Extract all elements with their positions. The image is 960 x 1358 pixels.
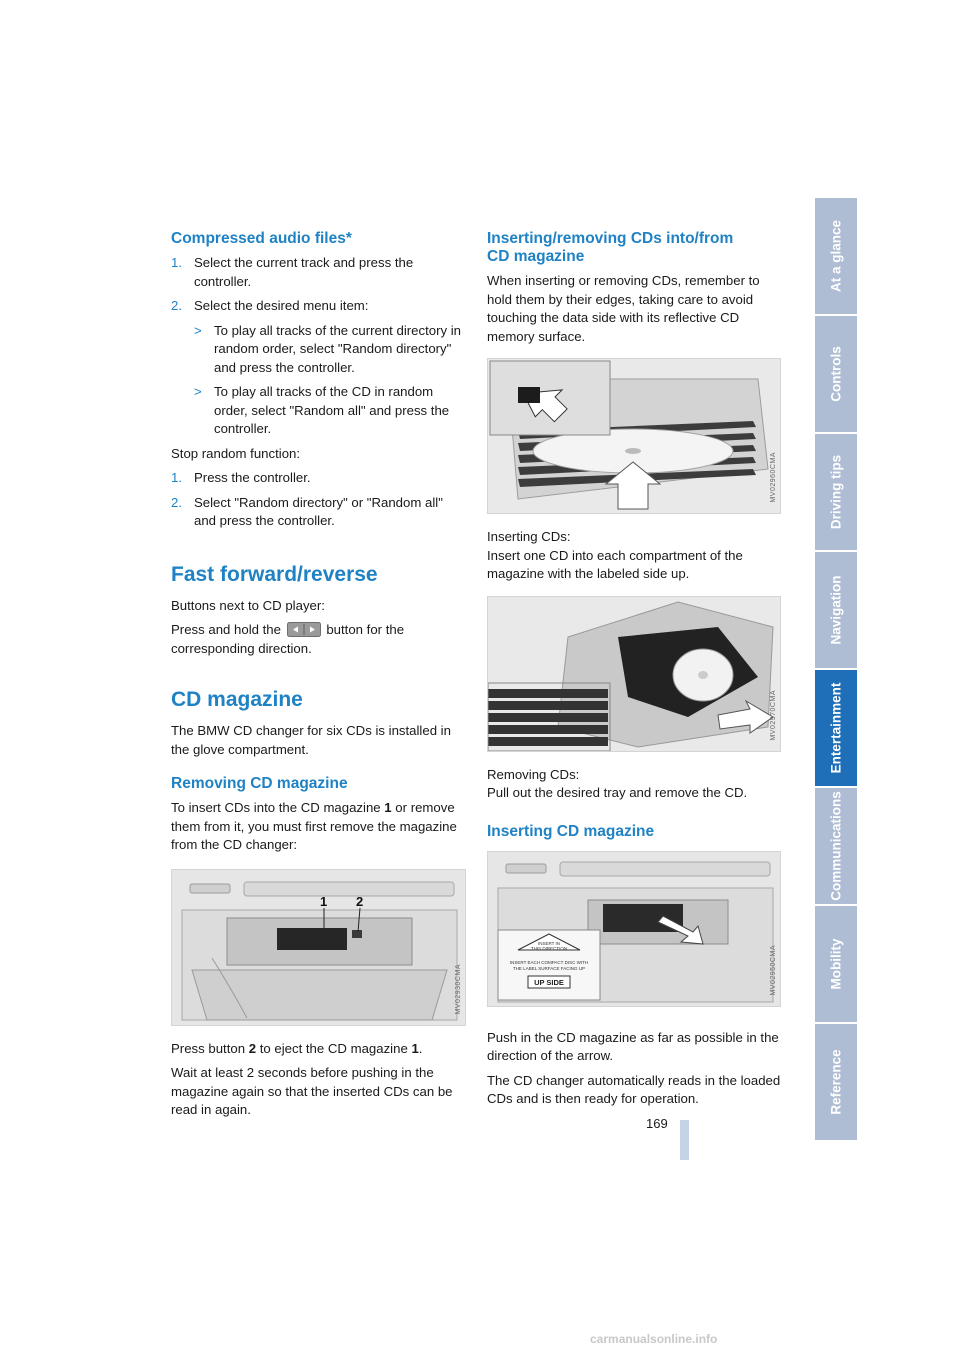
inserting-cds-label: Inserting CDs: (487, 529, 571, 544)
magazine-into-changer-illustration (488, 852, 780, 1006)
label-line-3: INSERT EACH COMPACT DISC WITH (509, 959, 589, 965)
ff-paragraph-1: Buttons next to CD player: (171, 597, 325, 613)
figure-code: MV02950CMA (770, 944, 777, 996)
heading-line: CD magazine (487, 248, 585, 265)
tab-label: Mobility (828, 938, 844, 990)
bullet-item (194, 322, 467, 378)
callout-ref: 1 (384, 800, 392, 815)
tray-remove-illustration (488, 597, 780, 751)
right-column (487, 230, 783, 1115)
watermark: carmanualsonline.info (590, 1332, 718, 1346)
callout-ref: 1 (411, 1040, 419, 1056)
step-text: Select "Random directory" or "Random all" and press the controller. (194, 494, 443, 528)
inserting-magazine-heading: Inserting CD magazine (487, 822, 655, 840)
tab-reference[interactable] (815, 1024, 857, 1140)
bullet-marker: > (194, 322, 202, 338)
figure-insert-cds (487, 358, 781, 514)
callout-1: 1 (320, 893, 328, 909)
removing-paragraph (171, 799, 467, 855)
bullet-text: To play all tracks of the current directory in random order, select "Random directory" and press the controller. (214, 322, 462, 375)
stop-random-text: Stop random function: (171, 445, 301, 461)
step-2 (171, 297, 467, 316)
step-number: 2. (171, 298, 182, 313)
chapter-sidebar (815, 198, 857, 1142)
tab-driving-tips[interactable] (815, 434, 857, 550)
inserting-paragraph: When inserting or removing CDs, remember to hold them by their edges, taking care to avoid touching the data side with its reflective CD memory surface. (487, 273, 760, 344)
cd-magazine-paragraph: The BMW CD changer for six CDs is installed in the glove compartment. (171, 723, 451, 757)
press-button-paragraph (171, 1040, 467, 1059)
tab-label: Driving tips (828, 454, 844, 530)
removing-cds-text: Pull out the desired tray and remove the CD. (487, 785, 748, 800)
text-segment: or remove them from it, you must first remove the magazine from the CD changer: (171, 800, 457, 852)
tab-entertainment[interactable] (815, 670, 857, 786)
tab-controls[interactable] (815, 316, 857, 432)
tab-label: Reference (828, 1049, 844, 1115)
callout-2: 2 (356, 893, 364, 909)
text-segment: . (418, 1040, 423, 1056)
figure-code: MV02930CMA (455, 963, 462, 1015)
step-number: 2. (171, 494, 182, 510)
seek-buttons-icon (287, 622, 321, 637)
stop-step-2 (171, 494, 467, 531)
step-number: 1. (171, 255, 182, 270)
page-number: 169 (646, 1116, 668, 1131)
auto-read-paragraph: The CD changer automatically reads in the loaded CDs and is then ready for operation. (487, 1072, 781, 1106)
figure-code: MV02960CMA (770, 452, 777, 503)
tab-label: Communications (828, 791, 844, 901)
tab-at-a-glance[interactable] (815, 198, 857, 314)
wait-paragraph: Wait at least 2 seconds before pushing in the magazine again so that the inserted CDs can be read in again. (171, 1065, 453, 1117)
step-number: 1. (171, 470, 182, 485)
stop-step-1 (171, 469, 467, 488)
step-text: Select the desired menu item: (194, 298, 369, 313)
label-line-2: THIS DIRECTION (530, 945, 568, 951)
step-text: Select the current track and press the controller. (194, 255, 414, 289)
tab-label: At a glance (828, 219, 844, 293)
tab-mobility[interactable] (815, 906, 857, 1022)
bullet-item (194, 383, 467, 439)
ff-text-after: button for the corresponding direction. (171, 622, 405, 656)
text-segment: Press button (171, 1040, 249, 1056)
label-upside: UP SIDE (534, 977, 564, 987)
ff-text-before: Press and hold the (171, 622, 281, 637)
step-1 (171, 254, 467, 291)
text-segment: to eject the CD magazine (256, 1040, 412, 1056)
compressed-audio-heading: Compressed audio files* (171, 230, 352, 247)
inserting-cds-heading (487, 230, 783, 266)
callout-ref: 2 (248, 1040, 257, 1056)
tab-communications[interactable] (815, 788, 857, 904)
tab-label: Entertainment (828, 682, 844, 774)
inserting-cds-text: Insert one CD into each compartment of the magazine with the labeled side up. (487, 547, 743, 581)
fast-forward-heading: Fast forward/reverse (171, 562, 378, 586)
push-paragraph: Push in the CD magazine as far as possible in the direction of the arrow. (487, 1029, 779, 1063)
figure-glovebox-changer (171, 869, 466, 1026)
figure-remove-cds (487, 596, 781, 752)
heading-line: Inserting/removing CDs into/from (487, 230, 734, 247)
cd-magazine-heading: CD magazine (171, 688, 303, 711)
removing-cds-label: Removing CDs: (487, 766, 580, 782)
tab-label: Controls (828, 346, 844, 402)
label-line-4: THE LABEL SURFACE FACING UP (512, 965, 586, 971)
tab-navigation[interactable] (815, 552, 857, 668)
bullet-text: To play all tracks of the CD in random order, select "Random all" and press the controller. (214, 384, 450, 436)
figure-insert-magazine (487, 851, 781, 1007)
ff-paragraph-2 (171, 621, 467, 658)
removing-magazine-heading: Removing CD magazine (171, 775, 348, 792)
magazine-insert-illustration (488, 359, 780, 513)
glovebox-illustration (172, 870, 465, 1025)
page-number-bar (680, 1120, 689, 1160)
label-line-1: INSERT IN (537, 940, 561, 946)
step-text: Press the controller. (194, 470, 311, 485)
text-segment: To insert CDs into the CD magazine (171, 800, 385, 815)
left-column (171, 230, 467, 1126)
bullet-marker: > (194, 384, 202, 399)
tab-label: Navigation (828, 575, 844, 645)
figure-code: MV02970CMA (770, 689, 777, 741)
